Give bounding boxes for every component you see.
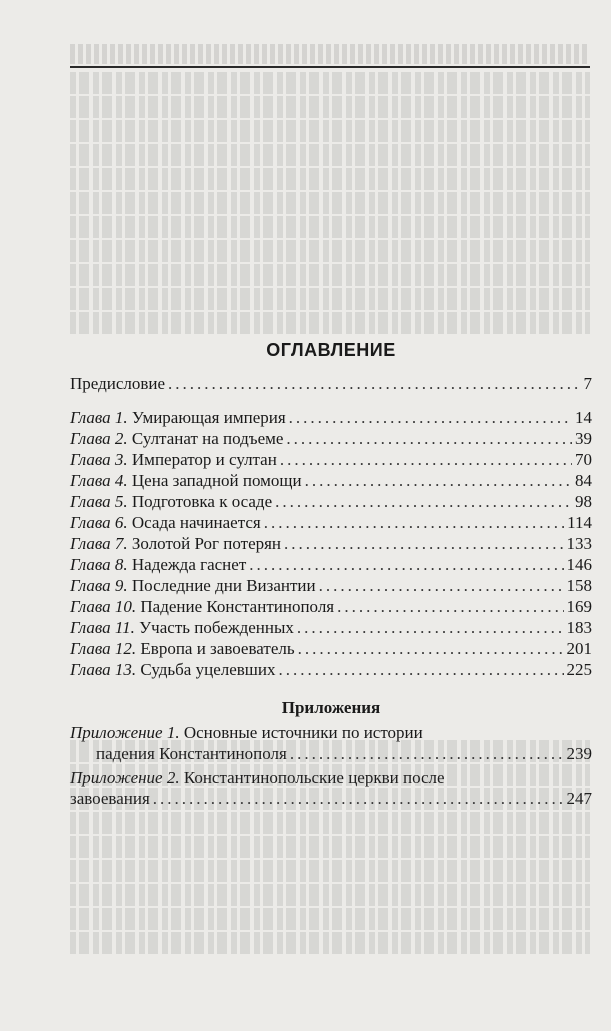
page-number: 169 [566, 597, 592, 616]
leader-dots [249, 554, 563, 575]
toc-entry-chapter[interactable] [70, 659, 592, 680]
toc-title: ОГЛАВЛЕНИЕ [266, 340, 396, 360]
toc-entry-appendix[interactable] [70, 722, 592, 764]
leader-dots [286, 428, 572, 449]
page-number: 114 [567, 513, 592, 532]
chapter-label: Глава 7. [70, 534, 128, 553]
chapter-label: Глава 3. [70, 450, 128, 469]
chapter-title: Последние дни Византии [131, 576, 316, 595]
chapter-label: Глава 12. [70, 639, 137, 658]
toc-entry-chapter[interactable] [70, 617, 592, 638]
leader-dots [275, 491, 572, 512]
toc-entry-chapter[interactable] [70, 554, 592, 575]
leader-dots [153, 788, 564, 809]
chapter-label: Глава 6. [70, 513, 128, 532]
chapter-label: Глава 11. [70, 618, 135, 637]
preface-title: Предисловие [70, 374, 166, 393]
chapter-label: Глава 4. [70, 471, 128, 490]
page-number: 225 [566, 660, 592, 679]
toc-entry-chapter[interactable] [70, 512, 592, 533]
appendix-title-line2: завоевания [70, 789, 150, 808]
appendix-title-line1: Основные источники по истории [183, 723, 423, 742]
page-number: 247 [566, 789, 592, 808]
top-rule [70, 66, 590, 68]
chapter-label: Глава 13. [70, 660, 137, 679]
leader-dots [297, 617, 564, 638]
toc-entry-chapter[interactable] [70, 533, 592, 554]
page-number: 84 [575, 471, 592, 490]
chapter-title: Участь побежденных [139, 618, 294, 637]
appendix-title-line2: падения Константинополя [96, 744, 287, 763]
chapter-title: Золотой Рог потерян [131, 534, 282, 553]
chapter-title: Европа и завоеватель [140, 639, 295, 658]
appendix-title-line1: Константинопольские церкви после [183, 768, 445, 787]
leader-dots [337, 596, 563, 617]
leader-dots [290, 743, 564, 764]
page-number: 158 [566, 576, 592, 595]
page-number: 239 [566, 744, 592, 763]
toc-entry-chapter[interactable] [70, 491, 592, 512]
page-number: 133 [566, 534, 592, 553]
leader-dots [289, 407, 572, 428]
toc-entry-preface[interactable] [70, 373, 592, 394]
appendices-heading: Приложения [281, 698, 381, 717]
table-of-contents [70, 340, 592, 812]
page-number: 14 [575, 408, 592, 427]
page-number: 70 [575, 450, 592, 469]
appendix-label: Приложение 2. [70, 768, 180, 787]
chapter-title: Умирающая империя [131, 408, 286, 427]
toc-entry-chapter[interactable] [70, 575, 592, 596]
page-number: 201 [566, 639, 592, 658]
toc-entry-appendix[interactable] [70, 767, 592, 809]
chapter-label: Глава 8. [70, 555, 128, 574]
leader-dots [264, 512, 564, 533]
leader-dots [279, 659, 564, 680]
chapter-label: Глава 10. [70, 597, 137, 616]
chapter-label: Глава 5. [70, 492, 128, 511]
chapter-title: Осада начинается [131, 513, 261, 532]
chapter-label: Глава 9. [70, 576, 128, 595]
toc-entry-chapter[interactable] [70, 449, 592, 470]
page-number: 39 [575, 429, 592, 448]
appendix-label: Приложение 1. [70, 723, 180, 742]
leader-dots [284, 533, 563, 554]
chapter-title: Цена западной помощи [131, 471, 302, 490]
leader-dots [168, 373, 580, 394]
toc-entry-chapter[interactable] [70, 470, 592, 491]
chapter-label: Глава 1. [70, 408, 128, 427]
leader-dots [298, 638, 564, 659]
chapter-title: Судьба уцелевших [140, 660, 276, 679]
chapter-title: Падение Константинополя [140, 597, 335, 616]
toc-entry-chapter[interactable] [70, 407, 592, 428]
leader-dots [305, 470, 572, 491]
page-number: 7 [583, 374, 592, 393]
running-head-bleed [70, 44, 590, 64]
chapter-title: Султанат на подъеме [131, 429, 284, 448]
leader-dots [319, 575, 564, 596]
page-number: 183 [566, 618, 592, 637]
chapter-title: Подготовка к осаде [131, 492, 273, 511]
chapter-title: Надежда гаснет [131, 555, 247, 574]
toc-entry-chapter[interactable] [70, 638, 592, 659]
chapter-label: Глава 2. [70, 429, 128, 448]
chapter-title: Император и султан [131, 450, 277, 469]
page-number: 146 [566, 555, 592, 574]
page-number: 98 [575, 492, 592, 511]
toc-entry-chapter[interactable] [70, 428, 592, 449]
leader-dots [280, 449, 572, 470]
toc-entry-chapter[interactable] [70, 596, 592, 617]
chapter-list [70, 407, 592, 680]
